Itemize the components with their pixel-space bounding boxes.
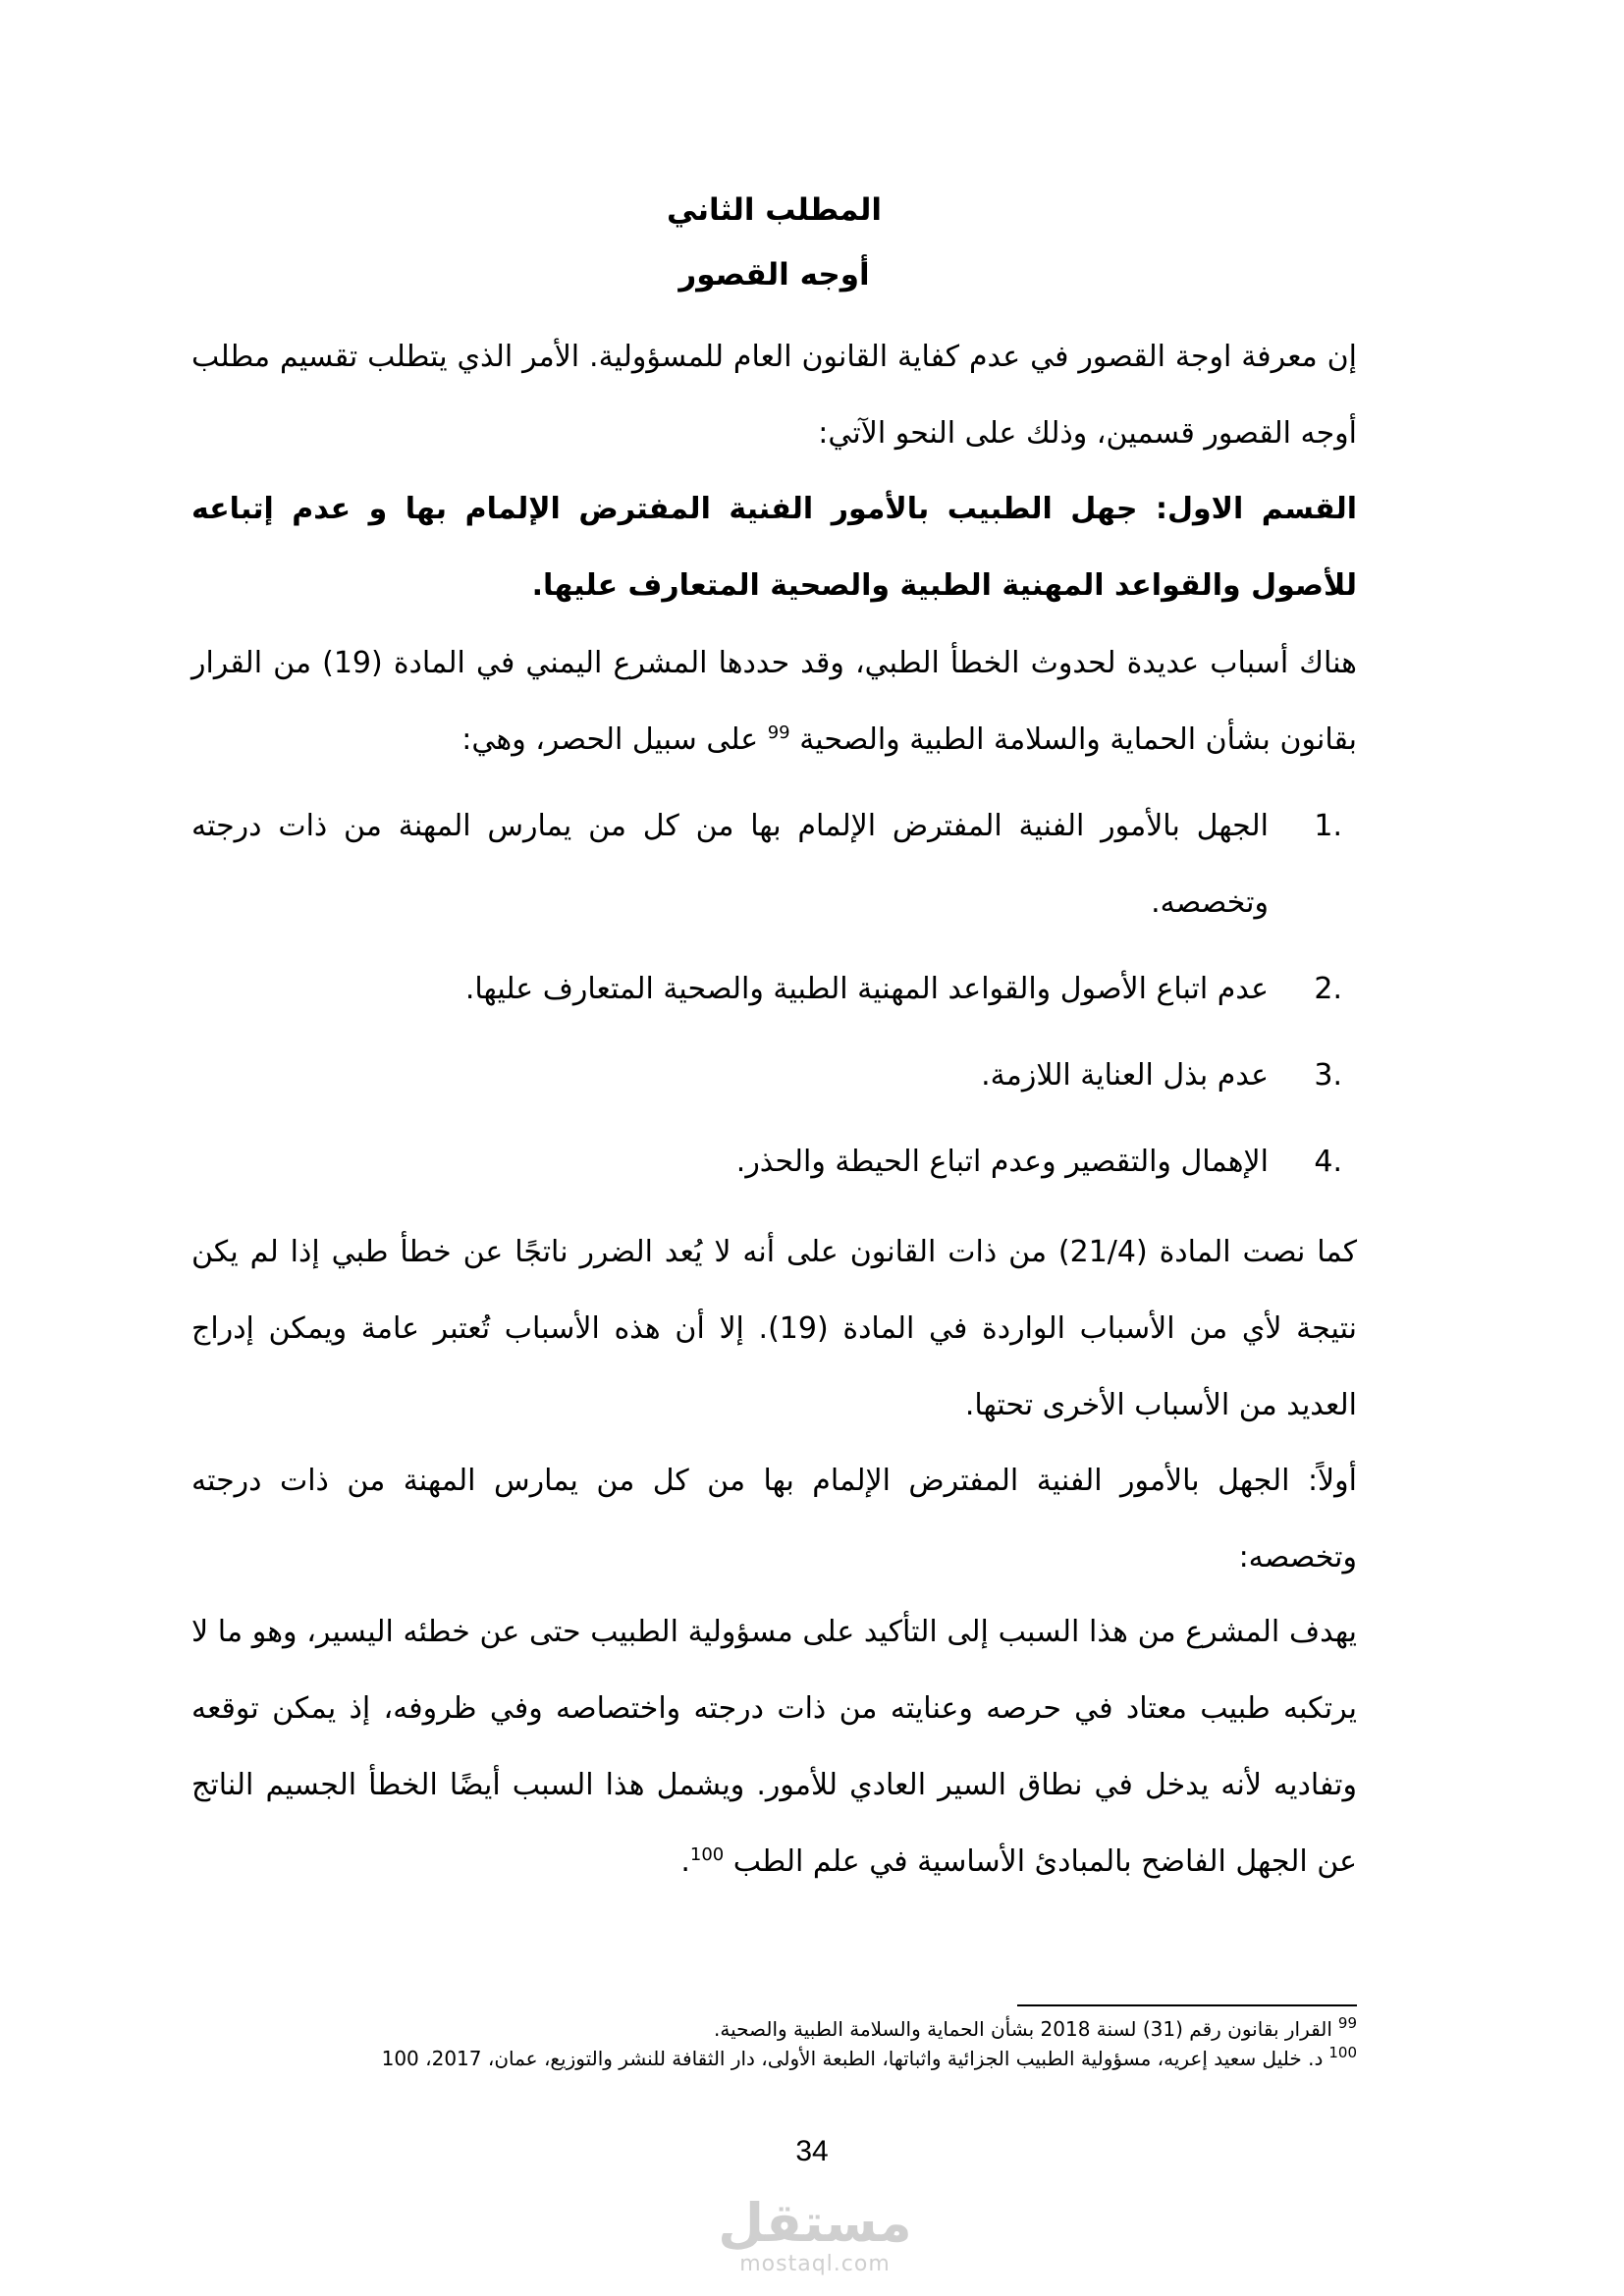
goal-text-end: . bbox=[680, 1844, 690, 1879]
list-item-number: 2. bbox=[1314, 972, 1342, 1006]
footnote-number: 99 bbox=[1337, 2014, 1357, 2033]
reasons-text-end: على سبيل الحصر، وهي: bbox=[461, 722, 768, 757]
section-subtitle: أوجه القصور bbox=[678, 257, 870, 293]
reasons-text: هناك أسباب عديدة لحدوث الخطأ الطبي، وقد حددها المشرع اليمني في المادة (19) من القرار بقانون بشأن الحماية والسلامة الطبية والصحية bbox=[191, 646, 1357, 757]
list-item bbox=[191, 1038, 1357, 1114]
footnote-text: القرار بقانون رقم (31) لسنة 2018 بشأن الحماية والسلامة الطبية والصحية. bbox=[714, 2017, 1332, 2041]
footnote-number: 100 bbox=[1328, 2044, 1357, 2062]
goal-text: يهدف المشرع من هذا السبب إلى التأكيد على مسؤولية الطبيب حتى عن خطئه اليسير، وهو ما لا يرتكبه طبيب معتاد في حرصه وعنايته من ذات درجته واختصاصه وفي ظروفه، إذ يمكن توقعه وتفاديه لأنه يدخل في نطاق السير العادي للأمور. ويشمل هذا السبب أيضًا الخطأ الجسيم الناتج عن الجهل الفاضح بالمبادئ الأساسية في علم الطب bbox=[191, 1615, 1357, 1879]
watermark-latin: mostaql.com bbox=[739, 2252, 891, 2276]
section-title: المطلب الثاني bbox=[666, 192, 883, 228]
list-item-text: عدم اتباع الأصول والقواعد المهنية الطبية والصحية المتعارف عليها. bbox=[464, 972, 1269, 1006]
section-one-heading: القسم الاول: جهل الطبيب بالأمور الفنية المفترض الإلمام بها و عدم إتباعه للأصول والقواعد المهنية الطبية والصحية المتعارف عليها. bbox=[191, 492, 1357, 603]
watermark-logo bbox=[707, 2194, 923, 2282]
goal-paragraph bbox=[191, 1594, 1357, 1900]
list-item-text: عدم بذل العناية اللازمة. bbox=[981, 1058, 1269, 1093]
list-item bbox=[191, 951, 1357, 1028]
watermark-arabic: مستقل bbox=[718, 2192, 912, 2254]
list-item-text: الإهمال والتقصير وعدم اتباع الحيطة والحذر. bbox=[735, 1145, 1269, 1179]
list-item-number: 3. bbox=[1314, 1058, 1342, 1093]
intro-paragraph: إن معرفة اوجة القصور في عدم كفاية القانون العام للمسؤولية. الأمر الذي يتطلب تقسيم مطلب أوجه القصور قسمين، وذلك على النحو الآتي: bbox=[191, 340, 1357, 451]
page-number: 34 bbox=[795, 2135, 829, 2167]
list-item bbox=[191, 1124, 1357, 1201]
footnote-separator bbox=[1017, 2004, 1357, 2006]
footnote-ref-100[interactable]: 100 bbox=[689, 1844, 725, 1865]
article-paragraph: كما نصت المادة (21/4) من ذات القانون على أنه لا يُعد الضرر ناتجًا عن خطأ طبي إذا لم يكن نتيجة لأي من الأسباب الواردة في المادة (19). إلا أن هذه الأسباب تُعتبر عامة ويمكن إدراج العديد من الأسباب الأخرى تحتها. bbox=[191, 1235, 1357, 1422]
footnotes bbox=[191, 2014, 1357, 2073]
list-item-text: الجهل بالأمور الفنية المفترض الإلمام بها من كل من يمارس المهنة من ذات درجته وتخصصه. bbox=[191, 809, 1269, 920]
reasons-paragraph bbox=[191, 625, 1357, 778]
footnote-ref-99[interactable]: 99 bbox=[767, 722, 790, 743]
list-item-number: 1. bbox=[1314, 809, 1342, 843]
reasons-list bbox=[191, 788, 1357, 1210]
footnote-100 bbox=[191, 2044, 1357, 2073]
list-item-number: 4. bbox=[1314, 1145, 1342, 1179]
footnote-99 bbox=[191, 2014, 1357, 2044]
list-item bbox=[191, 788, 1357, 941]
footnote-text: د. خليل سعيد إعريه، مسؤولية الطبيب الجزائية واثباتها، الطبعة الأولى، دار الثقافة للنشر والتوزيع، عمان، 2017، 100 bbox=[381, 2047, 1324, 2070]
first-cause-heading: أولاً: الجهل بالأمور الفنية المفترض الإلمام بها من كل من يمارس المهنة من ذات درجته وتخصصه: bbox=[191, 1464, 1357, 1575]
